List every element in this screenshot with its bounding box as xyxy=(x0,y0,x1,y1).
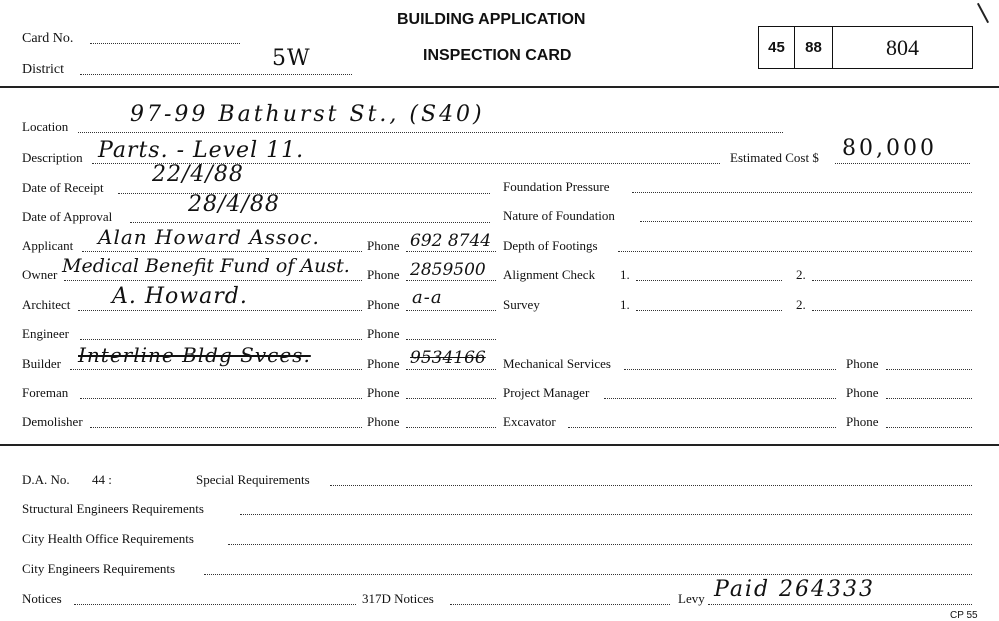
owner-value: Medical Benefit Fund of Aust. xyxy=(62,255,350,277)
demolisher-phone-label: Phone xyxy=(367,414,400,429)
card-number-box: 804 xyxy=(832,26,973,69)
nature-foundation-label: Nature of Foundation xyxy=(503,208,615,223)
date-receipt-field[interactable] xyxy=(118,193,490,194)
project-manager-field[interactable] xyxy=(604,398,836,399)
architect-phone-value: a-a xyxy=(412,287,443,308)
foreman-field[interactable] xyxy=(80,398,362,399)
date-receipt-label: Date of Receipt xyxy=(22,180,104,195)
depth-footings-field[interactable] xyxy=(618,251,972,252)
header-divider xyxy=(0,86,999,88)
levy-field[interactable] xyxy=(708,604,972,605)
district-label: District xyxy=(22,62,64,77)
engineer-phone-field[interactable] xyxy=(406,339,496,340)
architect-phone-label: Phone xyxy=(367,297,400,312)
architect-phone-field[interactable] xyxy=(406,310,496,311)
date-approval-field[interactable] xyxy=(130,222,490,223)
engineer-label: Engineer xyxy=(22,326,69,341)
date-approval-value: 28/4/88 xyxy=(188,192,280,217)
description-value: Parts. - Level 11. xyxy=(98,138,305,163)
form-title-line1: BUILDING APPLICATION xyxy=(397,11,586,28)
foundation-pressure-label: Foundation Pressure xyxy=(503,179,610,194)
corner-mark xyxy=(977,3,989,23)
city-engineers-label: City Engineers Requirements xyxy=(22,561,176,576)
applicant-field[interactable] xyxy=(82,251,362,252)
da-no-value: 44 : xyxy=(92,472,112,487)
alignment-num-1: 1. xyxy=(620,267,630,282)
alignment-field-2[interactable] xyxy=(812,280,972,281)
mechanical-phone-field[interactable] xyxy=(886,369,972,370)
card-box-2: 88 xyxy=(794,26,833,69)
depth-footings-label: Depth of Footings xyxy=(503,238,598,253)
section-divider xyxy=(0,444,999,446)
excavator-field[interactable] xyxy=(568,427,836,428)
card-box-1: 45 xyxy=(758,26,795,69)
notices-label: Notices xyxy=(22,591,62,606)
notices-field[interactable] xyxy=(74,604,356,605)
317d-notices-field[interactable] xyxy=(450,604,670,605)
form-code: CP 55 xyxy=(950,610,978,621)
applicant-label: Applicant xyxy=(22,238,74,253)
estimated-cost-value: 80,000 xyxy=(842,136,937,161)
builder-phone-label: Phone xyxy=(367,356,400,371)
owner-field[interactable] xyxy=(64,280,362,281)
special-requirements-label: Special Requirements xyxy=(196,472,310,487)
builder-phone-value: 9534166 xyxy=(410,348,486,368)
survey-field-2[interactable] xyxy=(812,310,972,311)
architect-label: Architect xyxy=(22,297,71,312)
foreman-phone-field[interactable] xyxy=(406,398,496,399)
structural-requirements-label: Structural Engineers Requirements xyxy=(22,501,204,516)
demolisher-label: Demolisher xyxy=(22,414,83,429)
builder-value: Interline Bldg Svces. xyxy=(78,343,311,367)
owner-phone-label: Phone xyxy=(367,267,400,282)
317d-notices-label: 317D Notices xyxy=(362,591,434,606)
city-engineers-field[interactable] xyxy=(204,574,972,575)
health-requirements-label: City Health Office Requirements xyxy=(22,531,194,546)
foundation-pressure-field[interactable] xyxy=(632,192,972,193)
excavator-phone-field[interactable] xyxy=(886,427,972,428)
foreman-phone-label: Phone xyxy=(367,385,400,400)
architect-value: A. Howard. xyxy=(112,284,248,309)
levy-value: Paid 264333 xyxy=(714,577,876,602)
project-manager-label: Project Manager xyxy=(503,385,590,400)
location-label: Location xyxy=(22,119,69,134)
district-field[interactable] xyxy=(80,74,352,75)
health-requirements-field[interactable] xyxy=(228,544,972,545)
engineer-field[interactable] xyxy=(80,339,362,340)
applicant-value: Alan Howard Assoc. xyxy=(98,225,320,249)
alignment-check-label: Alignment Check xyxy=(503,267,596,282)
form-title-line2: INSPECTION CARD xyxy=(423,47,572,64)
mechanical-services-label: Mechanical Services xyxy=(503,356,611,371)
location-field[interactable] xyxy=(78,132,783,133)
project-manager-phone-field[interactable] xyxy=(886,398,972,399)
demolisher-phone-field[interactable] xyxy=(406,427,496,428)
card-no-label: Card No. xyxy=(22,31,74,46)
location-value: 97-99 Bathurst St., (S40) xyxy=(130,102,485,127)
excavator-label: Excavator xyxy=(503,414,556,429)
card-no-field[interactable] xyxy=(90,43,240,44)
excavator-phone-label: Phone xyxy=(846,414,879,429)
survey-num-1: 1. xyxy=(620,297,630,312)
date-receipt-value: 22/4/88 xyxy=(152,162,244,187)
nature-foundation-field[interactable] xyxy=(640,221,972,222)
foreman-label: Foreman xyxy=(22,385,69,400)
applicant-phone-value: 692 8744 xyxy=(410,231,492,251)
alignment-num-2: 2. xyxy=(796,267,806,282)
estimated-cost-label: Estimated Cost $ xyxy=(730,150,819,165)
owner-label: Owner xyxy=(22,267,58,282)
survey-label: Survey xyxy=(503,297,540,312)
structural-requirements-field[interactable] xyxy=(240,514,972,515)
district-value: 5W xyxy=(272,46,311,71)
special-requirements-field[interactable] xyxy=(330,485,972,486)
survey-field-1[interactable] xyxy=(636,310,782,311)
survey-num-2: 2. xyxy=(796,297,806,312)
description-label: Description xyxy=(22,150,83,165)
builder-field[interactable] xyxy=(70,369,362,370)
alignment-field-1[interactable] xyxy=(636,280,782,281)
date-approval-label: Date of Approval xyxy=(22,209,113,224)
builder-label: Builder xyxy=(22,356,61,371)
engineer-phone-label: Phone xyxy=(367,326,400,341)
applicant-phone-label: Phone xyxy=(367,238,400,253)
architect-field[interactable] xyxy=(78,310,362,311)
mechanical-services-field[interactable] xyxy=(624,369,836,370)
owner-phone-value: 2859500 xyxy=(410,260,486,280)
da-no-label: D.A. No. xyxy=(22,472,70,487)
estimated-cost-field[interactable] xyxy=(835,163,970,164)
project-manager-phone-label: Phone xyxy=(846,385,879,400)
mechanical-phone-label: Phone xyxy=(846,356,879,371)
demolisher-field[interactable] xyxy=(90,427,362,428)
levy-label: Levy xyxy=(678,591,705,606)
